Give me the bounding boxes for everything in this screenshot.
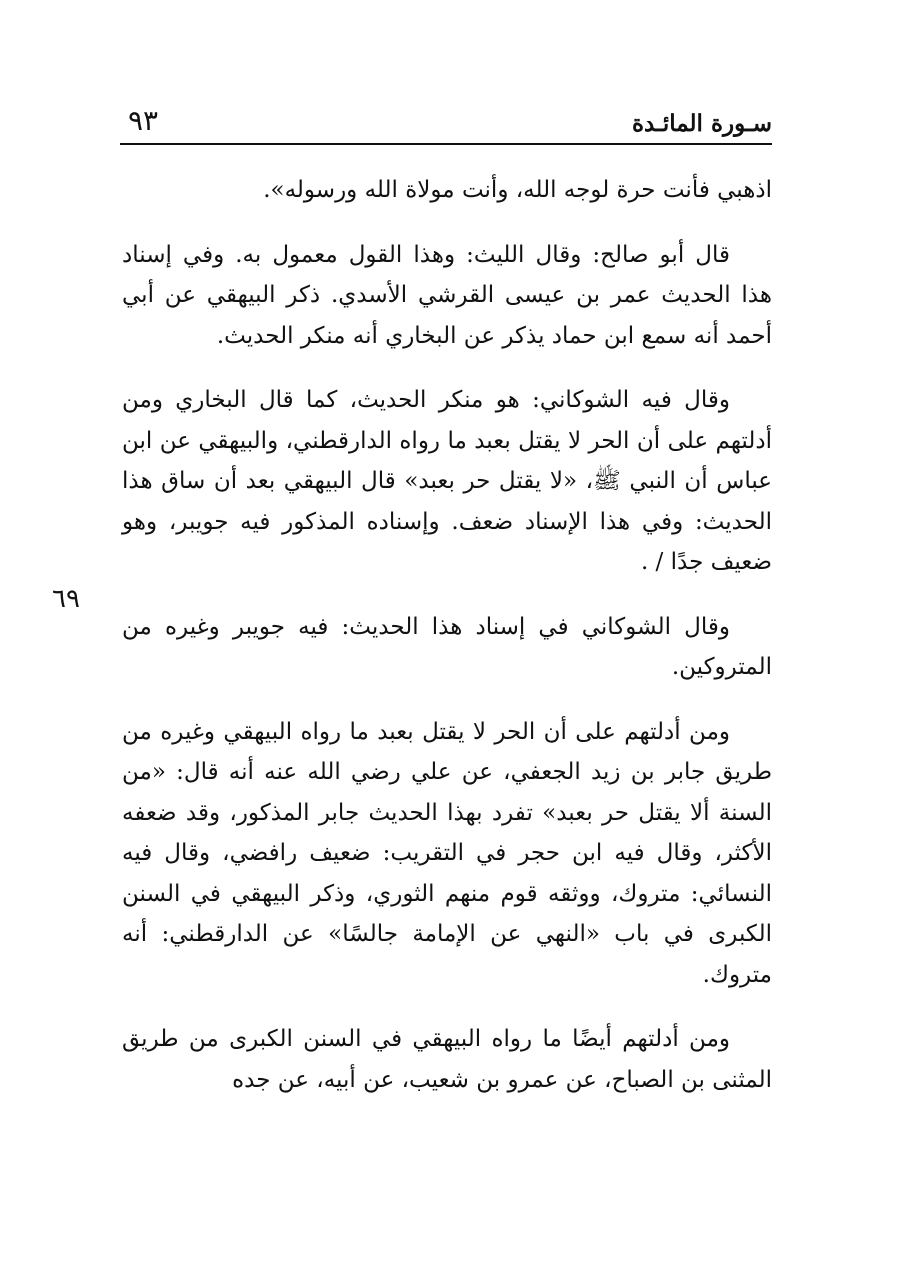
page-header: [120, 103, 772, 145]
margin-page-reference: ٦٩: [52, 584, 80, 614]
paragraph: قال أبو صالح: وقال الليث: وهذا القول معمول به. وفي إسناد هذا الحديث عمر بن عيسى القرشي الأسدي. ذكر البيهقي عن أبي أحمد أنه سمع ابن حماد يذكر عن البخاري أنه منكر الحديث.: [122, 241, 772, 349]
paragraph: وقال فيه الشوكاني: هو منكر الحديث، كما قال البخاري ومن أدلتهم على أن الحر لا يقتل بعبد ما رواه الدارقطني، والبيهقي عن ابن عباس أن النبي ﷺ، «لا يقتل حر بعبد» قال البيهقي بعد أن ساق هذا الحديث: وفي هذا الإسناد ضعف. وإسناده المذكور فيه جويبر، وهو ضعيف جدًا / .: [122, 387, 772, 575]
paragraph: اذهبي فأنت حرة لوجه الله، وأنت مولاة الله ورسوله».: [263, 177, 772, 203]
body-text: [122, 170, 772, 1124]
chapter-title: سـورة المائـدة: [631, 110, 772, 137]
page-number: ٩٣: [128, 104, 159, 137]
paragraph: ومن أدلتهم على أن الحر لا يقتل بعبد ما رواه البيهقي وغيره من طريق جابر بن زيد الجعفي، عن علي رضي الله عنه أنه قال: «من السنة ألا يقتل حر بعبد» تفرد بهذا الحديث جابر المذكور، وقد ضعفه الأكثر، وقال فيه ابن حجر في التقريب: ضعيف رافضي، وقال فيه النسائي: متروك، ووثقه قوم منهم الثوري، وذكر البيهقي في السنن الكبرى في باب «النهي عن الإمامة جالسًا» عن الدارقطني: أنه متروك.: [122, 718, 772, 988]
paragraph: ومن أدلتهم أيضًا ما رواه البيهقي في السنن الكبرى من طريق المثنى بن الصباح، عن عمرو بن شعيب، عن أبيه، عن جده: [122, 1026, 772, 1093]
paragraph: وقال الشوكاني في إسناد هذا الحديث: فيه جويبر وغيره من المتروكين.: [122, 613, 772, 680]
